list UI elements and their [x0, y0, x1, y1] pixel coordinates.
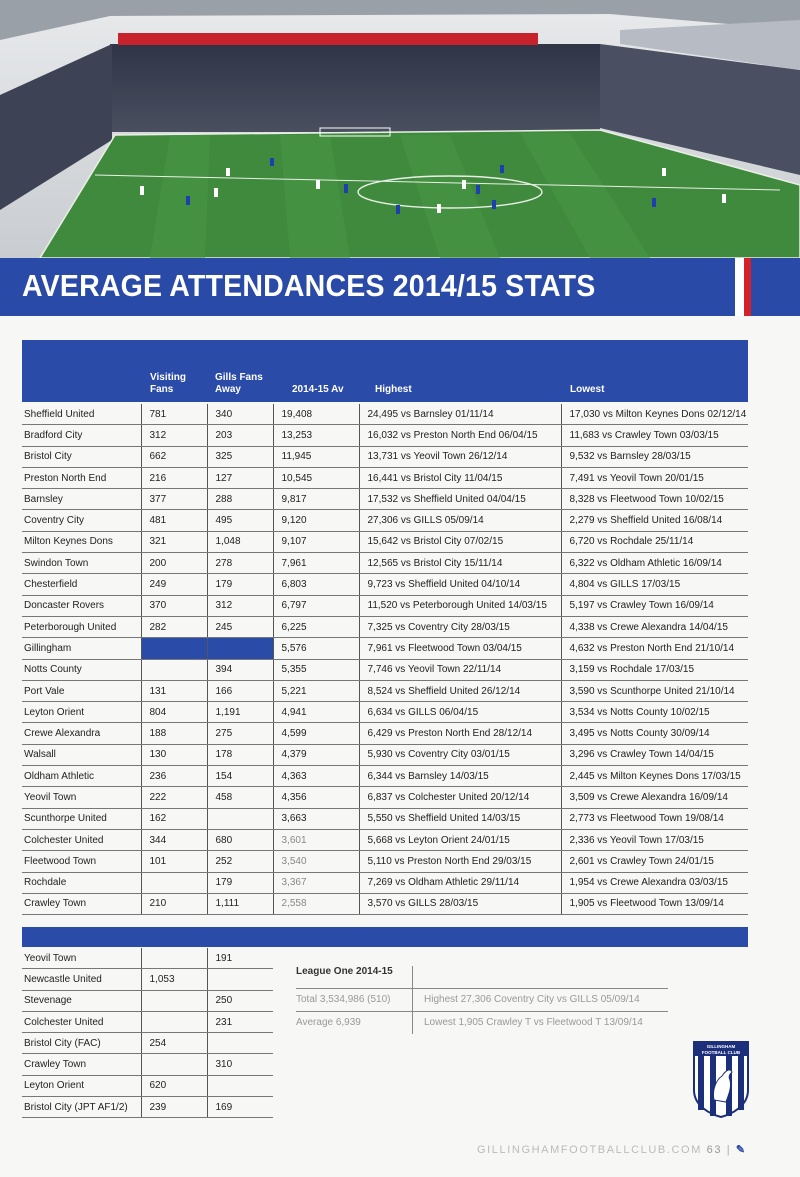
gills-fans-away: 278 [207, 553, 273, 574]
league-lowest: Lowest 1,905 Crawley T vs Fleetwood T 13/09/14 [424, 1017, 643, 1028]
average: 4,599 [273, 723, 359, 744]
club-name: Stevenage [22, 990, 141, 1011]
visiting-fans: 344 [141, 829, 207, 850]
club-name: Fleetwood Town [22, 851, 141, 872]
average: 3,367 [273, 872, 359, 893]
visiting-fans: 236 [141, 766, 207, 787]
highest: 6,344 vs Barnsley 14/03/15 [359, 766, 561, 787]
highest: 7,325 vs Coventry City 28/03/15 [359, 616, 561, 637]
club-name: Swindon Town [22, 553, 141, 574]
crest-text-2: FOOTBALL CLUB [701, 1050, 741, 1055]
cup-table-row [22, 1033, 273, 1054]
highest: 12,565 vs Bristol City 15/11/14 [359, 553, 561, 574]
visiting-fans: 321 [141, 531, 207, 552]
league-highest: Highest 27,306 Coventry City vs GILLS 05/09/14 [424, 994, 640, 1005]
gills-fans-away [207, 969, 273, 990]
footer-divider: | [726, 1144, 732, 1156]
league-rule-1 [296, 988, 668, 989]
visiting-fans: 249 [141, 574, 207, 595]
gills-fans-away: 1,111 [207, 893, 273, 914]
lowest: 1,905 vs Fleetwood Town 13/09/14 [561, 893, 748, 914]
league-heading: League One 2014-15 [296, 966, 393, 977]
club-name: Preston North End [22, 467, 141, 488]
average: 5,576 [273, 638, 359, 659]
club-name: Doncaster Rovers [22, 595, 141, 616]
table-separator [22, 927, 748, 947]
club-name: Coventry City [22, 510, 141, 531]
visiting-fans: 620 [141, 1075, 207, 1096]
club-name: Peterborough United [22, 616, 141, 637]
league-total: Total 3,534,986 (510) [296, 994, 391, 1005]
highest: 17,532 vs Sheffield United 04/04/15 [359, 489, 561, 510]
gills-fans-away: 680 [207, 829, 273, 850]
gills-fans-away: 325 [207, 446, 273, 467]
lowest: 6,322 vs Oldham Athletic 16/09/14 [561, 553, 748, 574]
average: 9,107 [273, 531, 359, 552]
lowest: 3,159 vs Rochdale 17/03/15 [561, 659, 748, 680]
league-rule-2 [296, 1011, 668, 1012]
table-row [22, 638, 748, 659]
table-row [22, 425, 748, 446]
lowest: 8,328 vs Fleetwood Town 10/02/15 [561, 489, 748, 510]
highest: 7,961 vs Fleetwood Town 03/04/15 [359, 638, 561, 659]
gills-fans-away: 340 [207, 404, 273, 425]
table-row [22, 616, 748, 637]
visiting-fans: 162 [141, 808, 207, 829]
lowest: 4,804 vs GILLS 17/03/15 [561, 574, 748, 595]
cup-table-row [22, 1097, 273, 1118]
gills-fans-away [207, 808, 273, 829]
table-header [22, 340, 748, 402]
footer-logo-icon: ✎ [735, 1144, 746, 1156]
gills-fans-away: 203 [207, 425, 273, 446]
club-crest-logo [692, 1040, 750, 1118]
visiting-fans: 254 [141, 1033, 207, 1054]
visiting-fans [141, 872, 207, 893]
average: 6,803 [273, 574, 359, 595]
highest: 6,634 vs GILLS 06/04/15 [359, 702, 561, 723]
highest: 24,495 vs Barnsley 01/11/14 [359, 404, 561, 425]
highest: 11,520 vs Peterborough United 14/03/15 [359, 595, 561, 616]
average: 3,540 [273, 851, 359, 872]
gills-fans-away [207, 1075, 273, 1096]
club-name: Port Vale [22, 680, 141, 701]
table-row [22, 702, 748, 723]
col-lowest: Lowest [570, 384, 605, 395]
club-name: Walsall [22, 744, 141, 765]
gills-fans-away: 127 [207, 467, 273, 488]
visiting-fans [141, 638, 207, 659]
lowest: 4,632 vs Preston North End 21/10/14 [561, 638, 748, 659]
highest: 6,429 vs Preston North End 28/12/14 [359, 723, 561, 744]
club-name: Bristol City (FAC) [22, 1033, 141, 1054]
club-name: Crewe Alexandra [22, 723, 141, 744]
lowest: 1,954 vs Crewe Alexandra 03/03/15 [561, 872, 748, 893]
club-name: Milton Keynes Dons [22, 531, 141, 552]
visiting-fans: 216 [141, 467, 207, 488]
table-row [22, 744, 748, 765]
lowest: 3,495 vs Notts County 30/09/14 [561, 723, 748, 744]
highest: 5,668 vs Leyton Orient 24/01/15 [359, 829, 561, 850]
average: 13,253 [273, 425, 359, 446]
table-row [22, 574, 748, 595]
highest: 9,723 vs Sheffield United 04/10/14 [359, 574, 561, 595]
average: 11,945 [273, 446, 359, 467]
lowest: 3,590 vs Scunthorpe United 21/10/14 [561, 680, 748, 701]
highest: 6,837 vs Colchester United 20/12/14 [359, 787, 561, 808]
average: 3,663 [273, 808, 359, 829]
highest: 5,110 vs Preston North End 29/03/15 [359, 851, 561, 872]
table-row [22, 680, 748, 701]
club-name: Barnsley [22, 489, 141, 510]
table-row [22, 659, 748, 680]
gills-fans-away: 1,191 [207, 702, 273, 723]
average: 4,941 [273, 702, 359, 723]
title-banner [0, 258, 800, 316]
table-row [22, 787, 748, 808]
club-name: Yeovil Town [22, 948, 141, 969]
average: 9,817 [273, 489, 359, 510]
col-average: 2014-15 Av [292, 384, 344, 395]
club-name: Notts County [22, 659, 141, 680]
lowest: 3,509 vs Crewe Alexandra 16/09/14 [561, 787, 748, 808]
average: 10,545 [273, 467, 359, 488]
visiting-fans: 481 [141, 510, 207, 531]
cup-attendance-table [22, 948, 273, 1118]
gills-fans-away: 458 [207, 787, 273, 808]
visiting-fans [141, 1011, 207, 1032]
visiting-fans: 210 [141, 893, 207, 914]
table-row [22, 489, 748, 510]
visiting-fans: 282 [141, 616, 207, 637]
lowest: 7,491 vs Yeovil Town 20/01/15 [561, 467, 748, 488]
club-name: Chesterfield [22, 574, 141, 595]
gills-fans-away: 495 [207, 510, 273, 531]
league-average: Average 6,939 [296, 1017, 361, 1028]
gills-fans-away: 178 [207, 744, 273, 765]
table-row [22, 446, 748, 467]
gills-fans-away: 154 [207, 766, 273, 787]
gills-fans-away [207, 638, 273, 659]
gills-fans-away: 288 [207, 489, 273, 510]
table-row [22, 829, 748, 850]
visiting-fans [141, 1054, 207, 1075]
visiting-fans: 312 [141, 425, 207, 446]
table-row [22, 467, 748, 488]
gills-fans-away: 231 [207, 1011, 273, 1032]
cup-table-row [22, 1075, 273, 1096]
club-name: Bradford City [22, 425, 141, 446]
table-row [22, 723, 748, 744]
gills-fans-away: 166 [207, 680, 273, 701]
average: 4,356 [273, 787, 359, 808]
attendance-table [22, 404, 748, 915]
highest: 13,731 vs Yeovil Town 26/12/14 [359, 446, 561, 467]
gills-fans-away: 312 [207, 595, 273, 616]
visiting-fans: 781 [141, 404, 207, 425]
highest: 5,550 vs Sheffield United 14/03/15 [359, 808, 561, 829]
banner-red-stripe [744, 258, 751, 316]
lowest: 2,601 vs Crawley Town 24/01/15 [561, 851, 748, 872]
lowest: 11,683 vs Crawley Town 03/03/15 [561, 425, 748, 446]
footer-site: GILLINGHAMFOOTBALLCLUB.COM [477, 1144, 702, 1156]
average: 9,120 [273, 510, 359, 531]
highest: 16,032 vs Preston North End 06/04/15 [359, 425, 561, 446]
average: 4,379 [273, 744, 359, 765]
highest: 15,642 vs Bristol City 07/02/15 [359, 531, 561, 552]
gills-fans-away: 250 [207, 990, 273, 1011]
gills-fans-away: 275 [207, 723, 273, 744]
lowest: 2,336 vs Yeovil Town 17/03/15 [561, 829, 748, 850]
average: 4,363 [273, 766, 359, 787]
visiting-fans: 1,053 [141, 969, 207, 990]
gills-fans-away: 252 [207, 851, 273, 872]
gills-fans-away: 169 [207, 1097, 273, 1118]
club-name: Yeovil Town [22, 787, 141, 808]
col-highest: Highest [375, 384, 412, 395]
lowest: 3,296 vs Crawley Town 14/04/15 [561, 744, 748, 765]
visiting-fans [141, 990, 207, 1011]
table-row [22, 893, 748, 914]
visiting-fans [141, 659, 207, 680]
average: 3,601 [273, 829, 359, 850]
visiting-fans: 222 [141, 787, 207, 808]
visiting-fans: 804 [141, 702, 207, 723]
club-name: Leyton Orient [22, 1075, 141, 1096]
highest: 5,930 vs Coventry City 03/01/15 [359, 744, 561, 765]
cup-table-row [22, 1054, 273, 1075]
average: 5,221 [273, 680, 359, 701]
gills-fans-away: 310 [207, 1054, 273, 1075]
club-name: Scunthorpe United [22, 808, 141, 829]
gills-fans-away: 179 [207, 872, 273, 893]
stadium-photo [0, 0, 800, 258]
cup-table-row [22, 948, 273, 969]
visiting-fans: 130 [141, 744, 207, 765]
page-footer [477, 1143, 745, 1156]
col-visiting-fans: Visiting Fans [150, 372, 186, 395]
table-row [22, 595, 748, 616]
lowest: 2,773 vs Fleetwood Town 19/08/14 [561, 808, 748, 829]
highest: 8,524 vs Sheffield United 26/12/14 [359, 680, 561, 701]
average: 19,408 [273, 404, 359, 425]
table-row [22, 404, 748, 425]
lowest: 6,720 vs Rochdale 25/11/14 [561, 531, 748, 552]
club-name: Bristol City [22, 446, 141, 467]
table-row [22, 851, 748, 872]
lowest: 17,030 vs Milton Keynes Dons 02/12/14 [561, 404, 748, 425]
average: 7,961 [273, 553, 359, 574]
highest: 3,570 vs GILLS 28/03/15 [359, 893, 561, 914]
highest: 7,746 vs Yeovil Town 22/11/14 [359, 659, 561, 680]
col-gills-fans-away: Gills Fans Away [215, 372, 263, 395]
table-row [22, 872, 748, 893]
club-name: Newcastle United [22, 969, 141, 990]
league-divider [412, 966, 413, 1034]
visiting-fans: 370 [141, 595, 207, 616]
table-row [22, 808, 748, 829]
lowest: 3,534 vs Notts County 10/02/15 [561, 702, 748, 723]
gills-fans-away: 394 [207, 659, 273, 680]
club-name: Sheffield United [22, 404, 141, 425]
visiting-fans: 239 [141, 1097, 207, 1118]
visiting-fans: 377 [141, 489, 207, 510]
visiting-fans [141, 948, 207, 969]
table-row [22, 510, 748, 531]
highest: 27,306 vs GILLS 05/09/14 [359, 510, 561, 531]
cup-table-row [22, 990, 273, 1011]
gills-fans-away [207, 1033, 273, 1054]
gills-fans-away: 245 [207, 616, 273, 637]
lowest: 4,338 vs Crewe Alexandra 14/04/15 [561, 616, 748, 637]
average: 5,355 [273, 659, 359, 680]
page-title: AVERAGE ATTENDANCES 2014/15 STATS [22, 268, 596, 303]
average: 6,797 [273, 595, 359, 616]
average: 2,558 [273, 893, 359, 914]
visiting-fans: 101 [141, 851, 207, 872]
visiting-fans: 200 [141, 553, 207, 574]
cup-table-row [22, 969, 273, 990]
table-row [22, 766, 748, 787]
lowest: 5,197 vs Crawley Town 16/09/14 [561, 595, 748, 616]
visiting-fans: 662 [141, 446, 207, 467]
lowest: 2,445 vs Milton Keynes Dons 17/03/15 [561, 766, 748, 787]
page-number: 63 [706, 1144, 723, 1156]
club-name: Leyton Orient [22, 702, 141, 723]
table-row [22, 553, 748, 574]
highest: 7,269 vs Oldham Athletic 29/11/14 [359, 872, 561, 893]
table-row [22, 531, 748, 552]
club-name: Oldham Athletic [22, 766, 141, 787]
average: 6,225 [273, 616, 359, 637]
club-name: Rochdale [22, 872, 141, 893]
highest: 16,441 vs Bristol City 11/04/15 [359, 467, 561, 488]
club-name: Colchester United [22, 1011, 141, 1032]
visiting-fans: 131 [141, 680, 207, 701]
club-name: Gillingham [22, 638, 141, 659]
club-name: Colchester United [22, 829, 141, 850]
gills-fans-away: 1,048 [207, 531, 273, 552]
club-name: Crawley Town [22, 893, 141, 914]
visiting-fans: 188 [141, 723, 207, 744]
club-name: Crawley Town [22, 1054, 141, 1075]
cup-table-row [22, 1011, 273, 1032]
gills-fans-away: 191 [207, 948, 273, 969]
gills-fans-away: 179 [207, 574, 273, 595]
club-name: Bristol City (JPT AF1/2) [22, 1097, 141, 1118]
lowest: 9,532 vs Barnsley 28/03/15 [561, 446, 748, 467]
crest-text-1: GILLINGHAM [706, 1044, 736, 1049]
lowest: 2,279 vs Sheffield United 16/08/14 [561, 510, 748, 531]
